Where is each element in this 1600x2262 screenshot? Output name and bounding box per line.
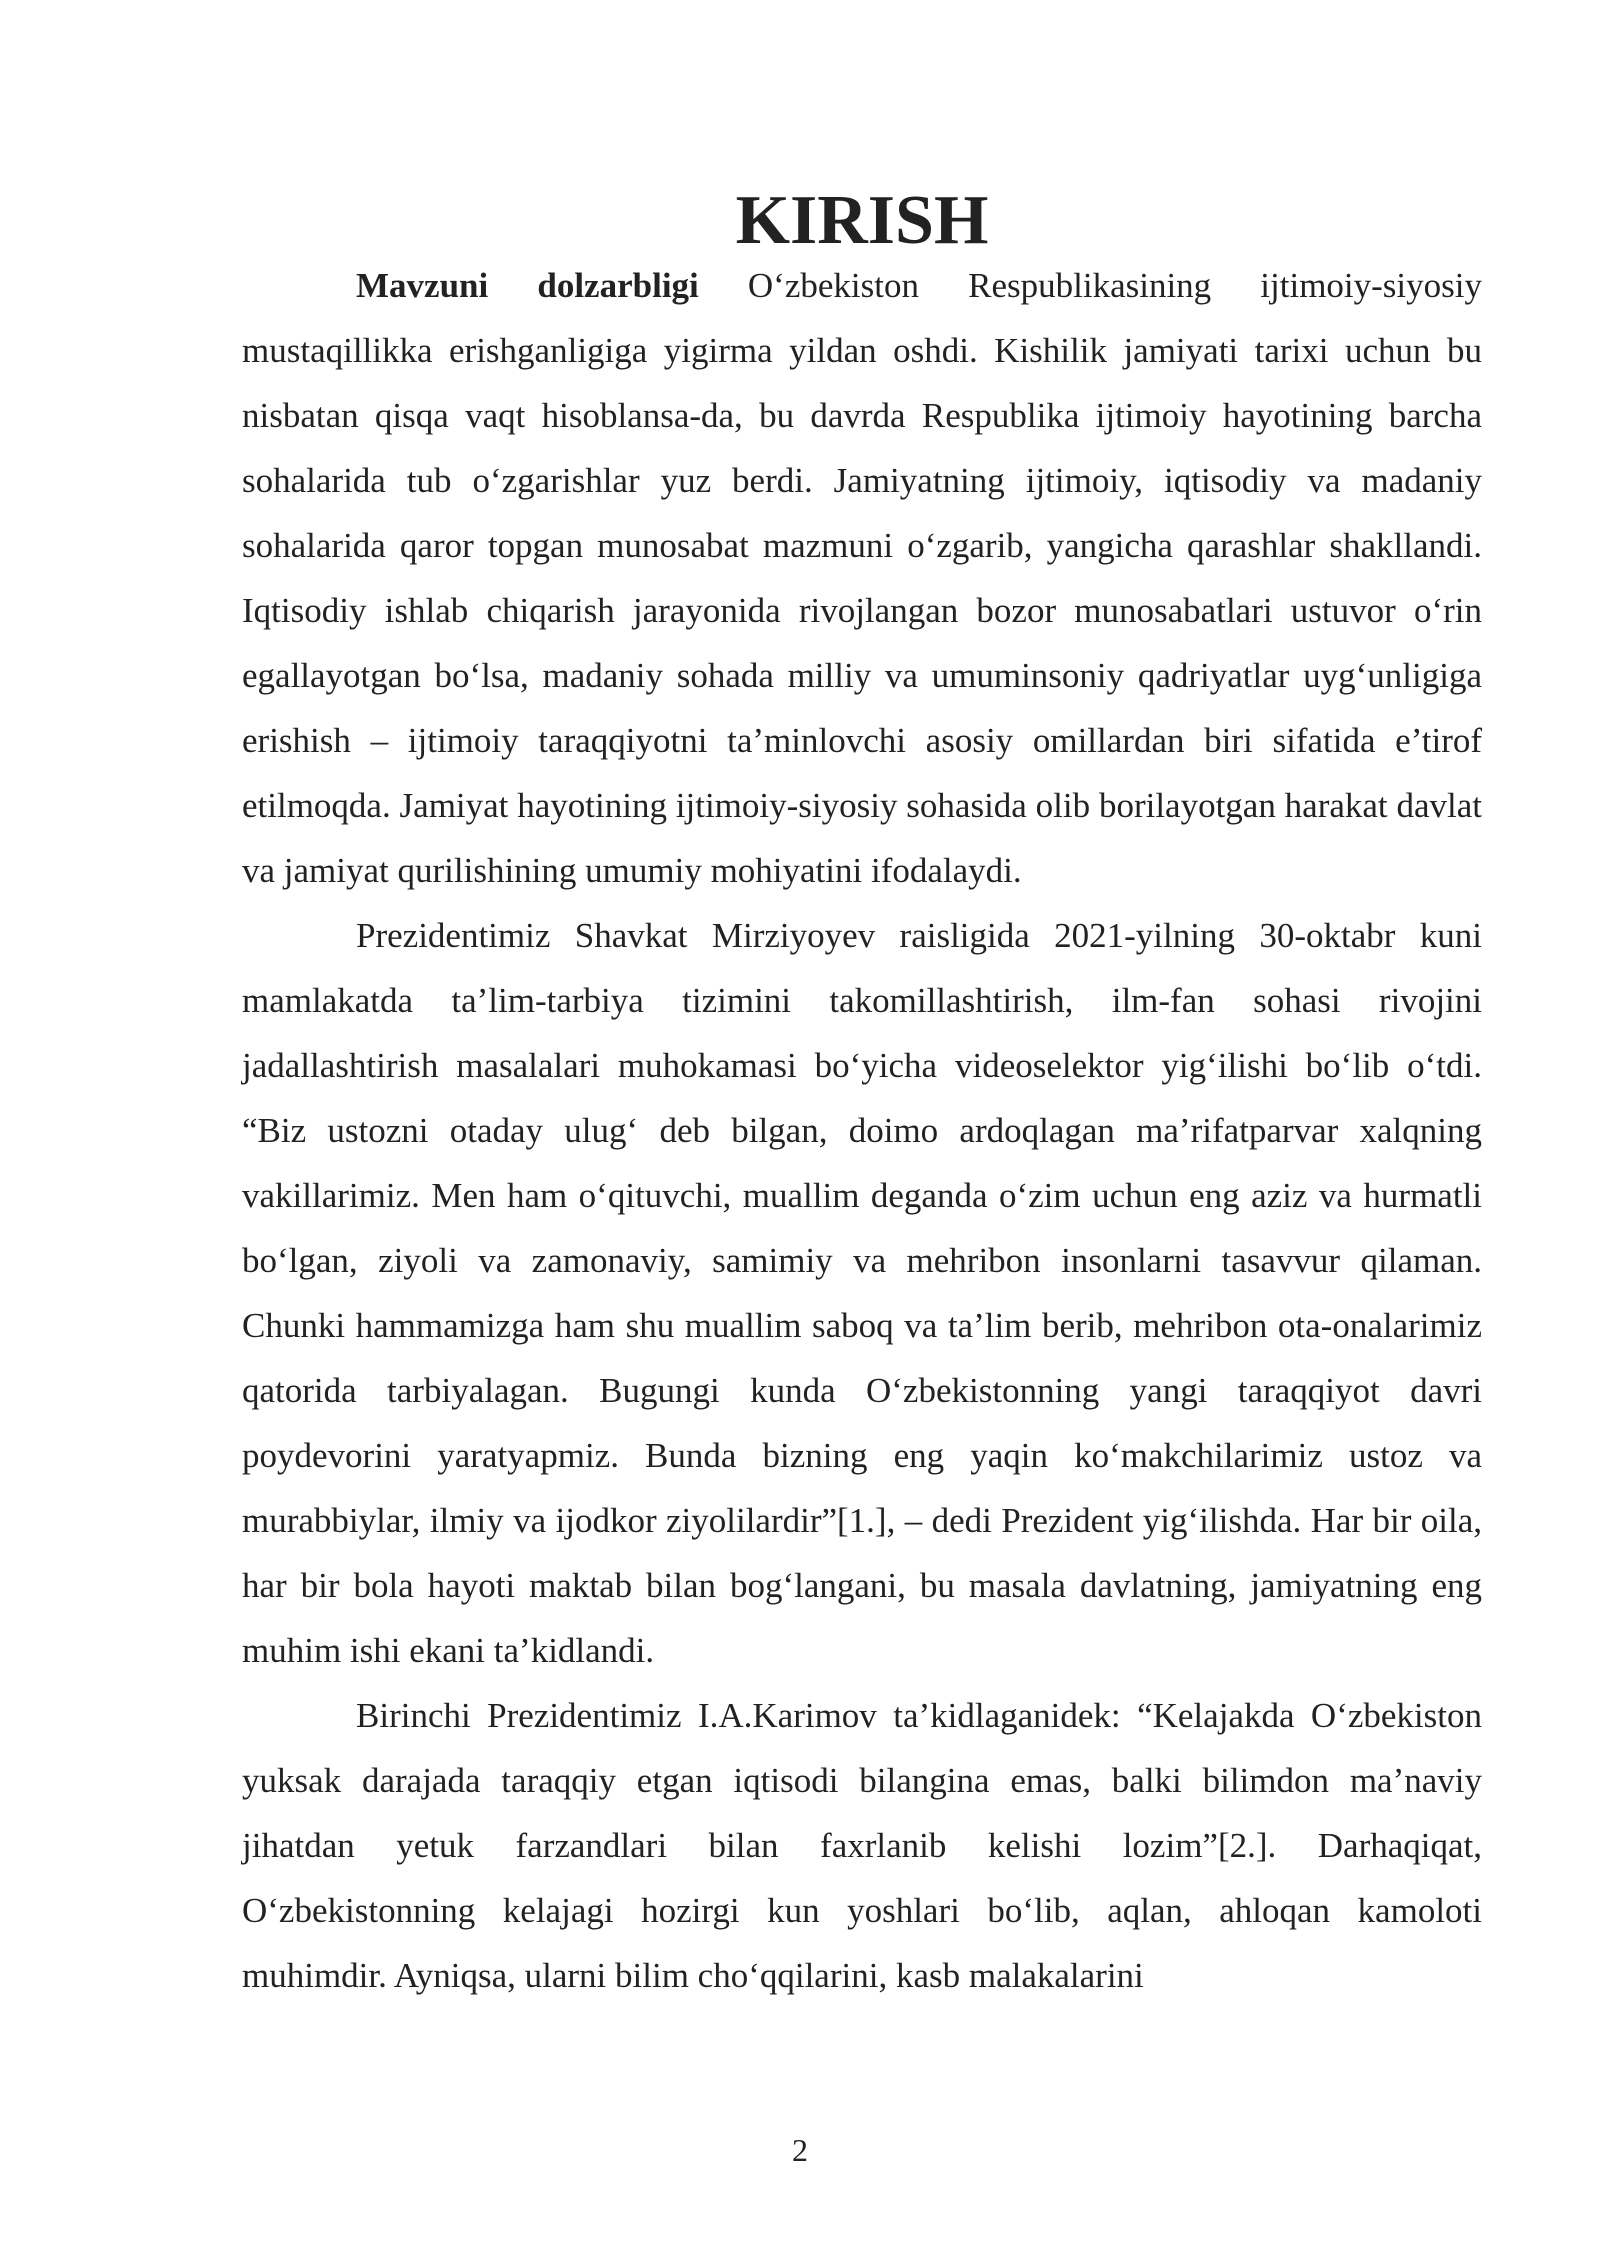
document-title: KIRISH (735, 182, 989, 259)
paragraph-president-meeting: Prezidentimiz Shavkat Mirziyoyev raisligida 2021-yilning 30-oktabr kuni mamlakatda ta’lim-tarbiya tizimini takomillashtirish, ilm-fan sohasi rivojini jadallashtirish masalalari muhokamasi bo‘yicha videoselektor yig‘ilishi bo‘lib o‘tdi. “Biz ustozni otaday ulug‘ deb bilgan, doimo ardoqlagan ma’rifatparvar xalqning vakillarimiz. Men ham o‘qituvchi, muallim deganda o‘zim uchun eng aziz va hurmatli bo‘lgan, ziyoli va zamonaviy, samimiy va mehribon insonlarni tasavvur qilaman. Chunki hammamizga ham shu muallim saboq va ta’lim berib, mehribon ota-onalarimiz qatorida tarbiyalagan. Bugungi kunda O‘zbekistonning yangi taraqqiyot davri poydevorini yaratyapmiz. Bunda bizning eng yaqin ko‘makchilarimiz ustoz va murabbiylar, ilmiy va ijodkor ziyolilardir”[1.], – dedi Prezident yig‘ilishda. Har bir oila, har bir bola hayoti maktab bilan bog‘langani, bu masala davlatning, jamiyatning eng muhim ishi ekani ta’kidlandi. (242, 916, 1482, 1670)
paragraph-text: O‘zbekiston Respublikasining ijtimoiy-siyosiy mustaqillikka erishganligiga yigirma yildan oshdi. Kishilik jamiyati tarixi uchun bu nisbatan qisqa vaqt hisoblansa-da, bu davrda Respublika ijtimoiy hayotining barcha sohalarida tub o‘zgarishlar yuz berdi. Jamiyatning ijtimoiy, iqtisodiy va madaniy sohalarida qaror topgan munosabat mazmuni o‘zgarib, yangicha qarashlar shakllandi. Iqtisodiy ishlab chiqarish jarayonida rivojlangan bozor munosabatlari ustuvor o‘rin egallayotgan bo‘lsa, madaniy sohada milliy va umuminsoniy qadriyatlar uyg‘unligiga erishish – ijtimoiy taraqqiyotni ta’minlovchi asosiy omillardan biri sifatida e’tirof etilmoqda. Jamiyat hayotining ijtimoiy-siyosiy sohasida olib borilayotgan harakat davlat va jamiyat qurilishining umumiy mohiyatini ifodalaydi. (242, 266, 1482, 890)
page-content (242, 182, 1482, 2008)
paragraph-lead: Mavzuni dolzarbligi (356, 266, 699, 305)
page-number: 2 (792, 2132, 808, 2168)
paragraph-relevance (242, 253, 1482, 903)
paragraph-karimov-quote: Birinchi Prezidentimiz I.A.Karimov ta’kidlaganidek: “Kelajakda O‘zbekiston yuksak darajada taraqqiy etgan iqtisodi bilangina emas, balki bilimdon ma’naviy jihatdan yetuk farzandlari bilan faxrlanib kelishi lozim”[2.]. Darhaqiqat, O‘zbekistonning kelajagi hozirgi kun yoshlari bo‘lib, aqlan, ahloqan kamoloti muhimdir. Ayniqsa, ularni bilim cho‘qqilarini, kasb malakalarini (242, 1696, 1482, 1995)
